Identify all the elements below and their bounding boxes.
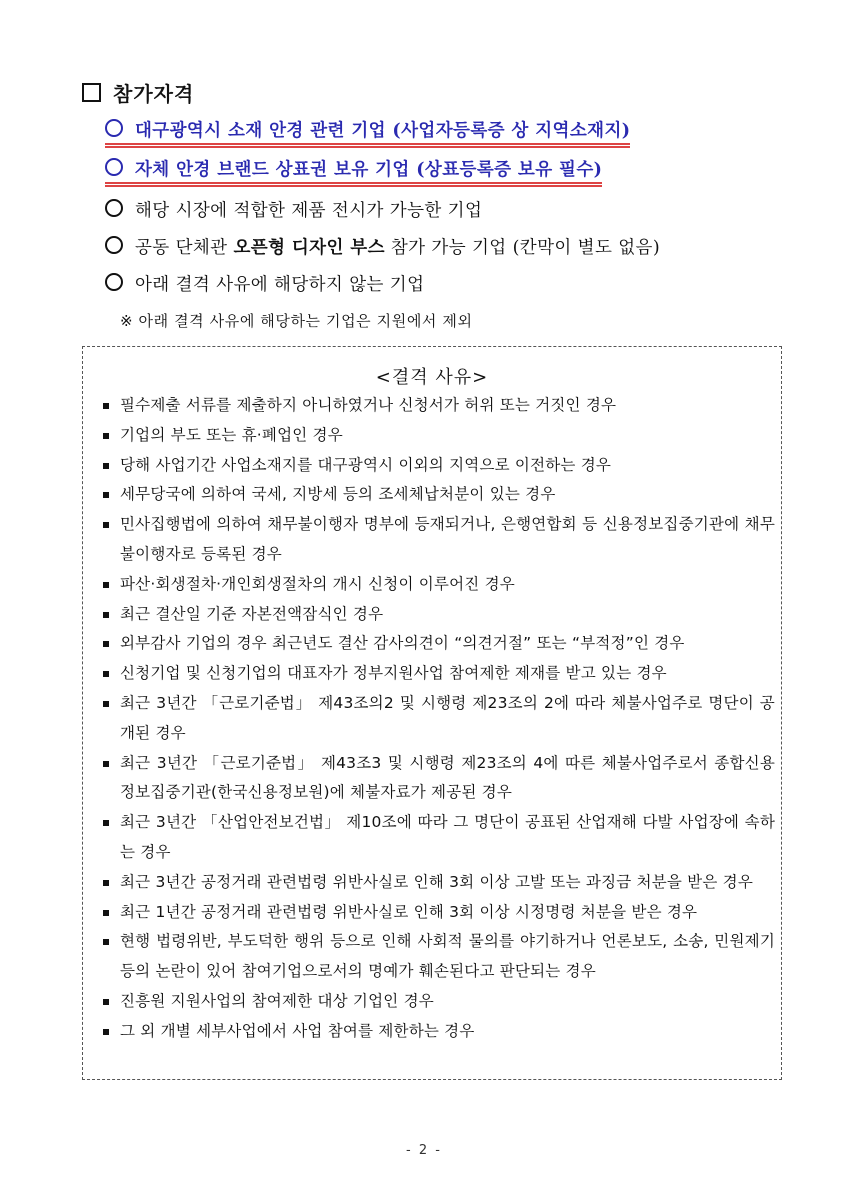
qualification-text: 아래 결격 사유에 해당하지 않는 기업	[135, 275, 425, 295]
double-underline	[105, 182, 602, 187]
disqualification-item: 파산·회생절차·개인회생절차의 개시 신청이 이루어진 경우	[103, 570, 775, 600]
disqualification-item: 최근 1년간 공정거래 관련법령 위반사실로 인해 3회 이상 시정명령 처분을 받은 경우	[103, 898, 775, 928]
square-box-icon	[82, 83, 101, 102]
circle-bullet-icon	[105, 158, 123, 176]
disqualification-item: 현행 법령위반, 부도덕한 행위 등으로 인해 사회적 물의를 야기하거나 언론보도, 소송, 민원제기 등의 논란이 있어 참여기업으로서의 명예가 훼손된다고 판단되는 경우	[103, 927, 775, 987]
circle-bullet-icon	[105, 199, 123, 217]
disqualification-item: 진흥원 지원사업의 참여제한 대상 기업인 경우	[103, 987, 775, 1017]
disqualification-item: 민사집행법에 의하여 채무불이행자 명부에 등재되거나, 은행연합회 등 신용정보집중기관에 채무불이행자로 등록된 경우	[103, 510, 775, 570]
disqualification-item: 최근 3년간 「근로기준법」 제43조의2 및 시행령 제23조의 2에 따라 체불사업주로 명단이 공개된 경우	[103, 689, 775, 749]
qualification-item-1	[105, 117, 630, 142]
qualification-text: 자체 안경 브랜드 상표권 보유 기업 (상표등록증 보유 필수)	[135, 160, 603, 180]
exclusion-note: ※ 아래 결격 사유에 해당하는 기업은 지원에서 제외	[120, 312, 473, 330]
circle-bullet-icon	[105, 273, 123, 291]
disqualification-item: 세무당국에 의하여 국세, 지방세 등의 조세체납처분이 있는 경우	[103, 480, 775, 510]
qualification-item-4	[105, 234, 660, 259]
disqualification-item: 그 외 개별 세부사업에서 사업 참여를 제한하는 경우	[103, 1017, 775, 1047]
section-heading	[82, 78, 194, 107]
disqualification-item: 기업의 부도 또는 휴·폐업인 경우	[103, 421, 775, 451]
circle-bullet-icon	[105, 119, 123, 137]
disqualification-item: 최근 3년간 공정거래 관련법령 위반사실로 인해 3회 이상 고발 또는 과징금 처분을 받은 경우	[103, 868, 775, 898]
disqualification-item: 최근 3년간 「근로기준법」 제43조3 및 시행령 제23조의 4에 따른 체불사업주로서 종합신용 정보집중기관(한국신용정보원)에 체불자료가 제공된 경우	[103, 749, 775, 809]
qualification-text-bold: 오픈형 디자인 부스	[233, 238, 385, 258]
qualification-text: 대구광역시 소재 안경 관련 기업 (사업자등록증 상 지역소재지)	[135, 121, 631, 141]
disqualification-title: <결격 사유>	[375, 367, 489, 388]
qualification-text-post: 참가 가능 기업 (칸막이 별도 없음)	[384, 238, 661, 258]
disqualification-item: 필수제출 서류를 제출하지 아니하였거나 신청서가 허위 또는 거짓인 경우	[103, 391, 775, 421]
disqualification-panel	[82, 346, 782, 1080]
qualification-item-5	[105, 271, 424, 296]
double-underline	[105, 143, 630, 148]
qualification-text-pre: 공동 단체관	[135, 238, 234, 258]
disqualification-item: 최근 3년간 「산업안전보건법」 제10조에 따라 그 명단이 공표된 산업재해 다발 사업장에 속하는 경우	[103, 808, 775, 868]
qualification-item-3	[105, 197, 482, 222]
disqualification-item: 외부감사 기업의 경우 최근년도 결산 감사의견이 “의견거절” 또는 “부적정”인 경우	[103, 629, 775, 659]
disqualification-list	[103, 391, 775, 1047]
disqualification-item: 최근 결산일 기준 자본전액잠식인 경우	[103, 600, 775, 630]
heading-label: 참가자격	[113, 82, 195, 106]
page-number: - 2 -	[406, 1143, 442, 1158]
disqualification-item: 신청기업 및 신청기업의 대표자가 정부지원사업 참여제한 제재를 받고 있는 경우	[103, 659, 775, 689]
circle-bullet-icon	[105, 236, 123, 254]
disqualification-item: 당해 사업기간 사업소재지를 대구광역시 이외의 지역으로 이전하는 경우	[103, 451, 775, 481]
qualification-text: 해당 시장에 적합한 제품 전시가 가능한 기업	[135, 201, 483, 221]
qualification-item-2	[105, 156, 602, 181]
